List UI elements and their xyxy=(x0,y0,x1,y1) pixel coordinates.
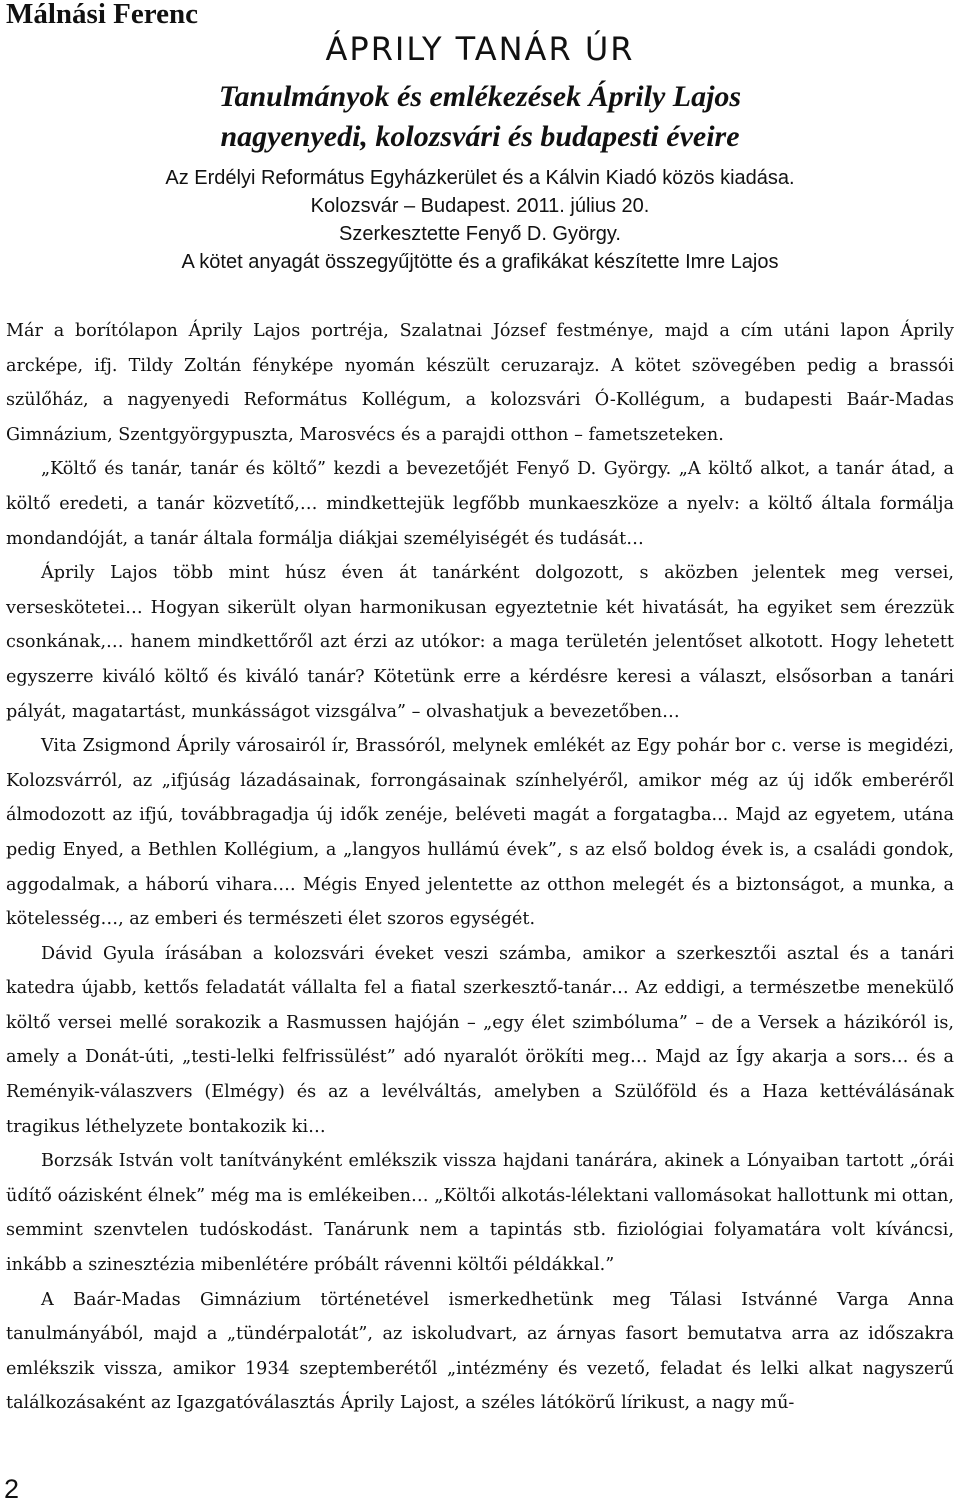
place-date-line: Kolozsvár – Budapest. 2011. július 20. xyxy=(310,195,650,217)
paragraph-7: A Baár-Madas Gimnázium történetével ismerkedhetünk meg Tálasi Istvánné Varga Anna tanulmányából, majd a „tündérpalotát”, az iskoludvart, az árnyas fasort bemutatva arra az időszakra emlékszik vissza, amikor 1934 szeptemberétől „intézmény és vezető, feladat és lelki alkat nagyszerű találkozásaként az Igazgatóválasztás Áprily Lajost, a széles látókörű lírikust, a nagy mű- xyxy=(6,1289,954,1414)
author-name: Málnási Ferenc xyxy=(6,0,198,30)
publisher-line: Az Erdélyi Református Egyházkerület és a Kálvin Kiadó közös kiadása. xyxy=(165,167,795,189)
paragraph-1: Már a borítólapon Áprily Lajos portréja, Szalatnai József festménye, majd a cím utáni lapon Áprily arcképe, ifj. Tildy Zoltán fényképe nyomán készült ceruzarajz. A kötet szövegében pedig a brassói szülőház, a nagyenyedi Református Kollégum, a kolozsvári Ó-Kollégum, a budapesti Baár-Madas Gimnázium, Szentgyörgypuszta, Marosvécs és a parajdi otthon – fametszeteken. xyxy=(6,321,954,445)
paragraph-4: Vita Zsigmond Áprily városairól ír, Brassóról, melynek emlékét az Egy pohár bor c. verse is megidézi, Kolozsvárról, az „ifjúság lázadásainak, forrongásainak színhelyéről, amikor még az új idők emberéről álmodozott az ifjú, továbbragadja új idők zenéje, beléveti magát a forgatagba... Majd az egyetem, utána pedig Enyed, a Bethlen Kollégium, a „langyos hullámú évek”, s az első boldog évek is, a családi gondok, aggodalmak, a háború vihara…. Mégis Enyed jelentette az otthon melegét és a biztonságot, a munka, a kötelesség…, az emberi és természeti élet szoros egységét. xyxy=(6,736,954,930)
subtitle-line-2: nagyenyedi, kolozsvári és budapesti éveire xyxy=(220,120,740,153)
editor-line: Szerkesztette Fenyő D. György. xyxy=(339,223,621,245)
paragraph-2: „Költő és tanár, tanár és költő” kezdi a bevezetőjét Fenyő D. György. „A költő alkot, a tanár átad, a költő eredeti, a tanár közvetítő,… mindkettejük legfőbb munkaeszköze a nyelv: a költő általa formálja mondandóját, a tanár általa formálja diákjai személyiségét és tudását… xyxy=(6,459,954,549)
book-subtitle xyxy=(0,77,960,157)
compiler-line: A kötet anyagát összegyűjtötte és a grafikákat készítette Imre Lajos xyxy=(181,251,779,273)
subtitle-line-1: Tanulmányok és emlékezések Áprily Lajos xyxy=(218,80,742,113)
page-number: 2 xyxy=(4,1474,20,1504)
paragraph-3: Áprily Lajos több mint húsz éven át tanárként dolgozott, s aközben jelentek meg versei, verseskötetei… Hogyan sikerült olyan harmonikusan egyeztetnie két hivatását, ha egyiket sem érezzük csonkának,… hanem mindkettőről azt érzi az utókor: a maga területén jelentőset alkotott. Hogy lehetett egyszerre kiváló költő és kiváló tanár? Kötetünk erre a kérdésre keresi a választ, elsősorban a tanári pályát, magatartást, munkásságot vizsgálva” – olvashatjuk a bevezetőben… xyxy=(6,563,954,722)
book-title: ÁPRILY TANÁR ÚR xyxy=(325,30,635,68)
publication-info xyxy=(0,164,960,276)
body-text xyxy=(6,314,954,1421)
paragraph-6: Borzsák István volt tanítványként emlékszik vissza hajdani tanárára, akinek a Lónyaiban tartott „órái üdítő oázisként élnek” még ma is emlékeiben… „Költői alkotás-lélektani vallomásokat hallottunk mi ottan, semmint szenvtelen tudóskodást. Tanárunk nem a tapintás stb. fiziológiai folyamatára volt kíváncsi, inkább a szinesztézia mibenlétére próbált rávenni költői példákkal.” xyxy=(6,1151,954,1276)
paragraph-5: Dávid Gyula írásában a kolozsvári éveket veszi számba, amikor a szerkesztői asztal és a tanári katedra újabb, kettős feladatát vállalta fel a fiatal szerkesztő-tanár… Az eddigi, a természetbe menekülő költő versei mellé sorakozik a Rasmussen hajóján – „egy élet szimbóluma” – de a Versek a házikóról is, amely a Donát-úti, „testi-lelki felfrissülést” adó nyaralót örökíti meg… Majd az Így akarja a sors… és a Reményik-válaszvers (Elmégy) és az a levélváltás, amelyben a Szülőföld és a Haza kettéválásának tragikus léthelyzete bontakozik ki… xyxy=(6,943,954,1137)
